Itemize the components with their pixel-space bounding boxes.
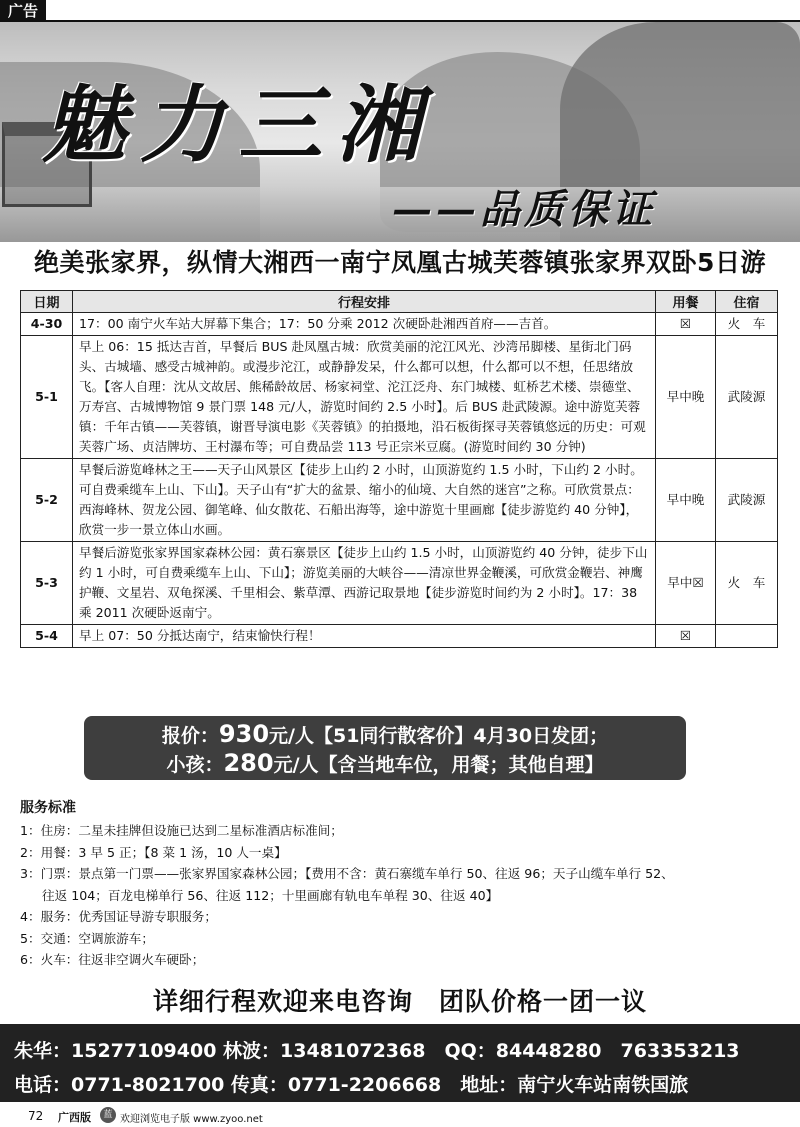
service-item: 2：用餐：3 早 5 正；【8 菜 1 汤，10 人一桌】 (20, 844, 287, 860)
child-price-amount: 280 (223, 749, 274, 777)
tour-headline: 绝美张家界，纵情大湘西一南宁凤凰古城芙蓉镇张家界双卧5日游 (34, 248, 766, 277)
cell-plan: 早上 07：50 分抵达南宁，结束愉快行程！ (73, 625, 656, 648)
table-row (21, 625, 778, 648)
service-item: 3：门票：景点第一门票——张家界国家森林公园；【费用不含：黄石寨缆车单行 50、往返 96；天子山缆车单行 52、 (20, 866, 674, 881)
child-price-line (84, 749, 686, 777)
cell-meal: 早中晚 (656, 336, 716, 459)
table-row (21, 313, 778, 336)
contact-office: 电话：0771-8021700 传真：0771-2206668 地址：南宁火车站南铁国旅 (14, 1074, 689, 1096)
adult-price-detail: 元/人【51同行散客价】4月30日发团； (269, 725, 609, 747)
table-header-row (21, 291, 778, 313)
contact-band (0, 1024, 800, 1102)
cell-meal: ☒ (656, 625, 716, 648)
child-price-detail: 元/人【含当地车位，用餐；其他自理】 (273, 754, 604, 776)
brand-logo-icon: 蓝 (100, 1107, 116, 1123)
cell-plan: 17：00 南宁火车站大屏幕下集合；17：50 分乘 2012 次硬卧赴湘西首府——吉首。 (73, 313, 656, 336)
col-header-date: 日期 (21, 291, 73, 313)
service-item: 往返 104；百龙电梯单行 56、往返 112；十里画廊有轨电车单程 30、往返 40】 (42, 887, 499, 903)
contact-phones: 朱华：15277109400 林波：13481072368 QQ：84448280 763353213 (14, 1040, 740, 1062)
page-footer (0, 1104, 800, 1127)
child-price-label: 小孩： (166, 754, 224, 776)
cell-meal: ☒ (656, 313, 716, 336)
cell-plan: 早餐后游览张家界国家森林公园：黄石寨景区【徒步上山约 1.5 小时，山顶游览约 40 分钟，徒步下山约 1 小时，可自费乘缆车上山、下山】；游览美丽的大峡谷——清凉世界金鞭溪，可欣赏金鞭岩、神鹰护鞭、文星岩、双龟探溪、千里相会、紫草潭、西游记取景地【徒步游览时间约为 2 小时】。17：38 乘 2011 次硬卧返南宁。 (73, 542, 656, 625)
service-list (20, 820, 780, 971)
price-banner (84, 716, 686, 780)
col-header-meal: 用餐 (656, 291, 716, 313)
site-link: 欢迎浏览电子版 www.zyoo.net (120, 1114, 263, 1125)
cell-stay: 武陵源 (716, 336, 778, 459)
ad-tag: 广告 (0, 0, 46, 22)
cell-date: 4-30 (21, 313, 73, 336)
service-title: 服务标准 (20, 800, 76, 816)
cell-plan: 早上 06：15 抵达吉首，早餐后 BUS 赴凤凰古城：欣赏美丽的沱江风光、沙湾吊脚楼、星街北门码头、古城墙、感受古城神韵。或漫步沱江，或静静发呆，什么都可以想，什么都可以不想，任思绪放飞。【客人自理：沈从文故居、熊稀龄故居、杨家祠堂、沱江泛舟、东门城楼、虹桥艺术楼、崇德堂、万寿宫、古城博物馆 9 景门票 148 元/人，游览时间约 2.5 小时】。后 BUS 赴武陵源。途中游览芙蓉镇：千年古镇——芙蓉镇，谢晋导演电影《芙蓉镇》的拍摄地，沿石板街探寻芙蓉镇悠远的历史：可观芙蓉广场、贞洁牌坊、王村瀑布等；可自费品尝 113 号正宗米豆腐。(游览时间约 30 分钟) (73, 336, 656, 459)
cell-meal: 早中晚 (656, 459, 716, 542)
cell-meal: 早中☒ (656, 542, 716, 625)
cell-stay: 火 车 (716, 542, 778, 625)
service-item: 5：交通：空调旅游车； (20, 930, 154, 946)
table-row (21, 459, 778, 542)
edition-label: 广西版 (58, 1111, 91, 1124)
service-item: 4：服务：优秀国证导游专职服务； (20, 909, 217, 924)
table-row (21, 542, 778, 625)
col-header-stay: 住宿 (716, 291, 778, 313)
itinerary-table (20, 290, 778, 648)
page-number: 72 (28, 1109, 44, 1123)
service-item: 6：火车：往返非空调火车硬卧； (20, 952, 205, 967)
cell-stay: 火 车 (716, 313, 778, 336)
adult-price-amount: 930 (218, 720, 270, 748)
hero-title: 魅力三湘 (42, 75, 435, 174)
cell-stay (716, 625, 778, 648)
cell-date: 5-3 (21, 542, 73, 625)
adult-price-label: 报价： (161, 725, 219, 747)
cell-plan: 早餐后游览峰林之王——天子山风景区【徒步上山约 2 小时，山顶游览约 1.5 小时，下山约 2 小时。可自费乘缆车上山、下山】。天子山有“扩大的盆景、缩小的仙境、大自然的迷宫”之称。可欣赏景点：西海峰林、贺龙公园、御笔峰、仙女散花、石船出海等，途中游览十里画廊【徒步游览约 40 分钟】，欣赏一步一景立体山水画。 (73, 459, 656, 542)
cell-stay: 武陵源 (716, 459, 778, 542)
cell-date: 5-2 (21, 459, 73, 542)
hero-subtitle: ——品质保证 (392, 186, 656, 233)
consult-tagline: 详细行程欢迎来电咨询 团队价格一团一议 (152, 987, 647, 1016)
adult-price-line (84, 720, 686, 748)
service-item: 1：住房：二星未挂牌但设施已达到二星标准酒店标准间； (20, 823, 343, 838)
cell-date: 5-1 (21, 336, 73, 459)
hero-banner (0, 22, 800, 242)
cell-date: 5-4 (21, 625, 73, 648)
col-header-plan: 行程安排 (73, 291, 656, 313)
table-row (21, 336, 778, 459)
